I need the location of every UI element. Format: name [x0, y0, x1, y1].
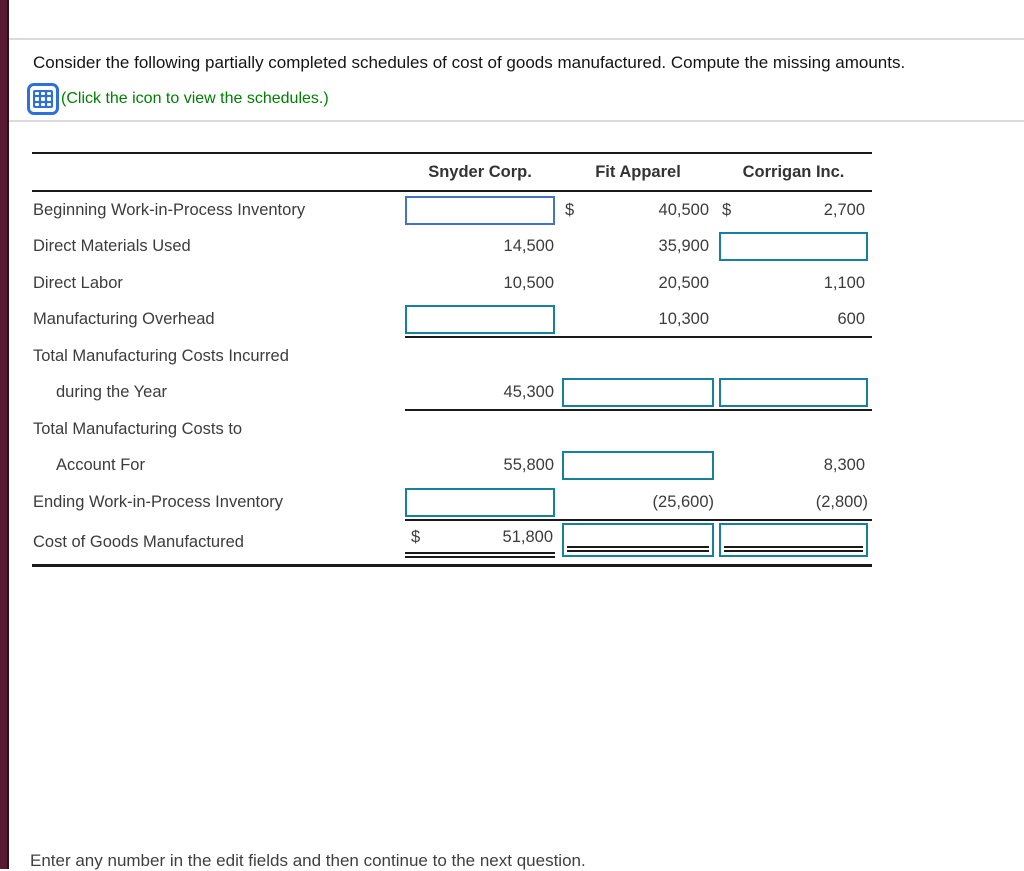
cell-value: 8,300 [823, 456, 865, 475]
column-gap [555, 521, 562, 564]
column-gap [555, 338, 562, 375]
section-divider [9, 120, 1024, 122]
left-accent-bar [0, 0, 9, 869]
table-row-ending-wip [32, 484, 872, 521]
view-schedules-button[interactable] [27, 83, 59, 115]
table-row-total-costs-incurred-label [32, 338, 872, 375]
row-label: Total Manufacturing Costs Incurred [33, 346, 289, 365]
cogm-schedule-table [32, 152, 872, 567]
table-row-beginning-wip [32, 192, 872, 229]
row-label: Manufacturing Overhead [33, 310, 215, 329]
table-row-costs-to-account-for [32, 448, 872, 485]
cogm-corrigan-input-box [719, 523, 868, 557]
schedules-link-row [27, 83, 329, 115]
cell-value: 20,500 [658, 273, 709, 292]
table-row-costs-to-account-label [32, 411, 872, 448]
header-spacer [32, 154, 405, 190]
table-header-row [32, 154, 872, 192]
table-row-cogm [32, 521, 872, 564]
column-gap [555, 265, 562, 302]
cogm-corrigan-input[interactable] [721, 525, 866, 555]
cell-value: (25,600) [652, 492, 714, 511]
total-costs-incurred-corrigan-input[interactable] [719, 378, 868, 407]
row-label: Cost of Goods Manufactured [33, 532, 244, 551]
row-label: during the Year [56, 383, 168, 402]
cell-value: 1,100 [823, 273, 865, 292]
table-row-direct-materials [32, 229, 872, 266]
question-text: Consider the following partially completed schedules of cost of goods manufactured. Compute the missing amounts. [33, 53, 906, 72]
column-gap [555, 154, 562, 190]
column-gap [555, 448, 562, 485]
beginning-wip-snyder-input[interactable] [405, 196, 555, 225]
cogm-fit-input-box [562, 523, 714, 557]
cell-value: 51,800 [502, 528, 553, 546]
row-label: Beginning Work-in-Process Inventory [33, 200, 306, 219]
total-costs-incurred-fit-input[interactable] [562, 378, 714, 407]
direct-materials-corrigan-input[interactable] [719, 232, 868, 261]
cell-value: (2,800) [815, 492, 868, 511]
table-row-direct-labor [32, 265, 872, 302]
row-label: Direct Labor [33, 273, 123, 292]
currency-symbol: $ [411, 528, 421, 546]
column-gap [555, 484, 562, 521]
cell-value: 40,500 [658, 200, 709, 219]
cell-value: 14,500 [503, 237, 554, 256]
column-header-fit-apparel: Fit Apparel [595, 162, 681, 181]
column-gap [555, 302, 562, 339]
cell-value: 10,300 [658, 310, 709, 329]
table-row-total-costs-incurred [32, 375, 872, 412]
double-underline [405, 552, 555, 558]
manufacturing-overhead-snyder-input[interactable] [405, 305, 555, 334]
table-grid-icon [33, 90, 53, 108]
currency-symbol: $ [565, 200, 575, 219]
row-label: Direct Materials Used [33, 237, 191, 256]
top-divider [9, 38, 1024, 40]
ending-wip-snyder-input[interactable] [405, 488, 555, 517]
cell-value: 2,700 [823, 200, 865, 219]
cell-value: 600 [837, 310, 865, 329]
row-label: Account For [56, 456, 145, 475]
cogm-snyder-total [405, 521, 555, 558]
column-header-corrigan: Corrigan Inc. [742, 162, 845, 181]
cell-value: 35,900 [658, 237, 709, 256]
column-gap [555, 192, 562, 229]
view-schedules-link[interactable]: (Click the icon to view the schedules.) [61, 90, 329, 107]
row-label: Ending Work-in-Process Inventory [33, 492, 284, 511]
column-gap [555, 229, 562, 266]
costs-to-account-for-fit-input[interactable] [562, 451, 714, 480]
footer-instruction: Enter any number in the edit fields and then continue to the next question. [30, 851, 586, 870]
column-gap [555, 411, 562, 448]
cell-value: 55,800 [503, 456, 554, 475]
cogm-fit-input[interactable] [564, 525, 712, 555]
cell-value: 45,300 [503, 383, 554, 402]
cell-value: 10,500 [503, 273, 554, 292]
column-header-snyder: Snyder Corp. [428, 162, 532, 181]
table-row-manufacturing-overhead [32, 302, 872, 339]
row-label: Total Manufacturing Costs to [33, 419, 243, 438]
currency-symbol: $ [722, 200, 732, 219]
column-gap [555, 375, 562, 412]
